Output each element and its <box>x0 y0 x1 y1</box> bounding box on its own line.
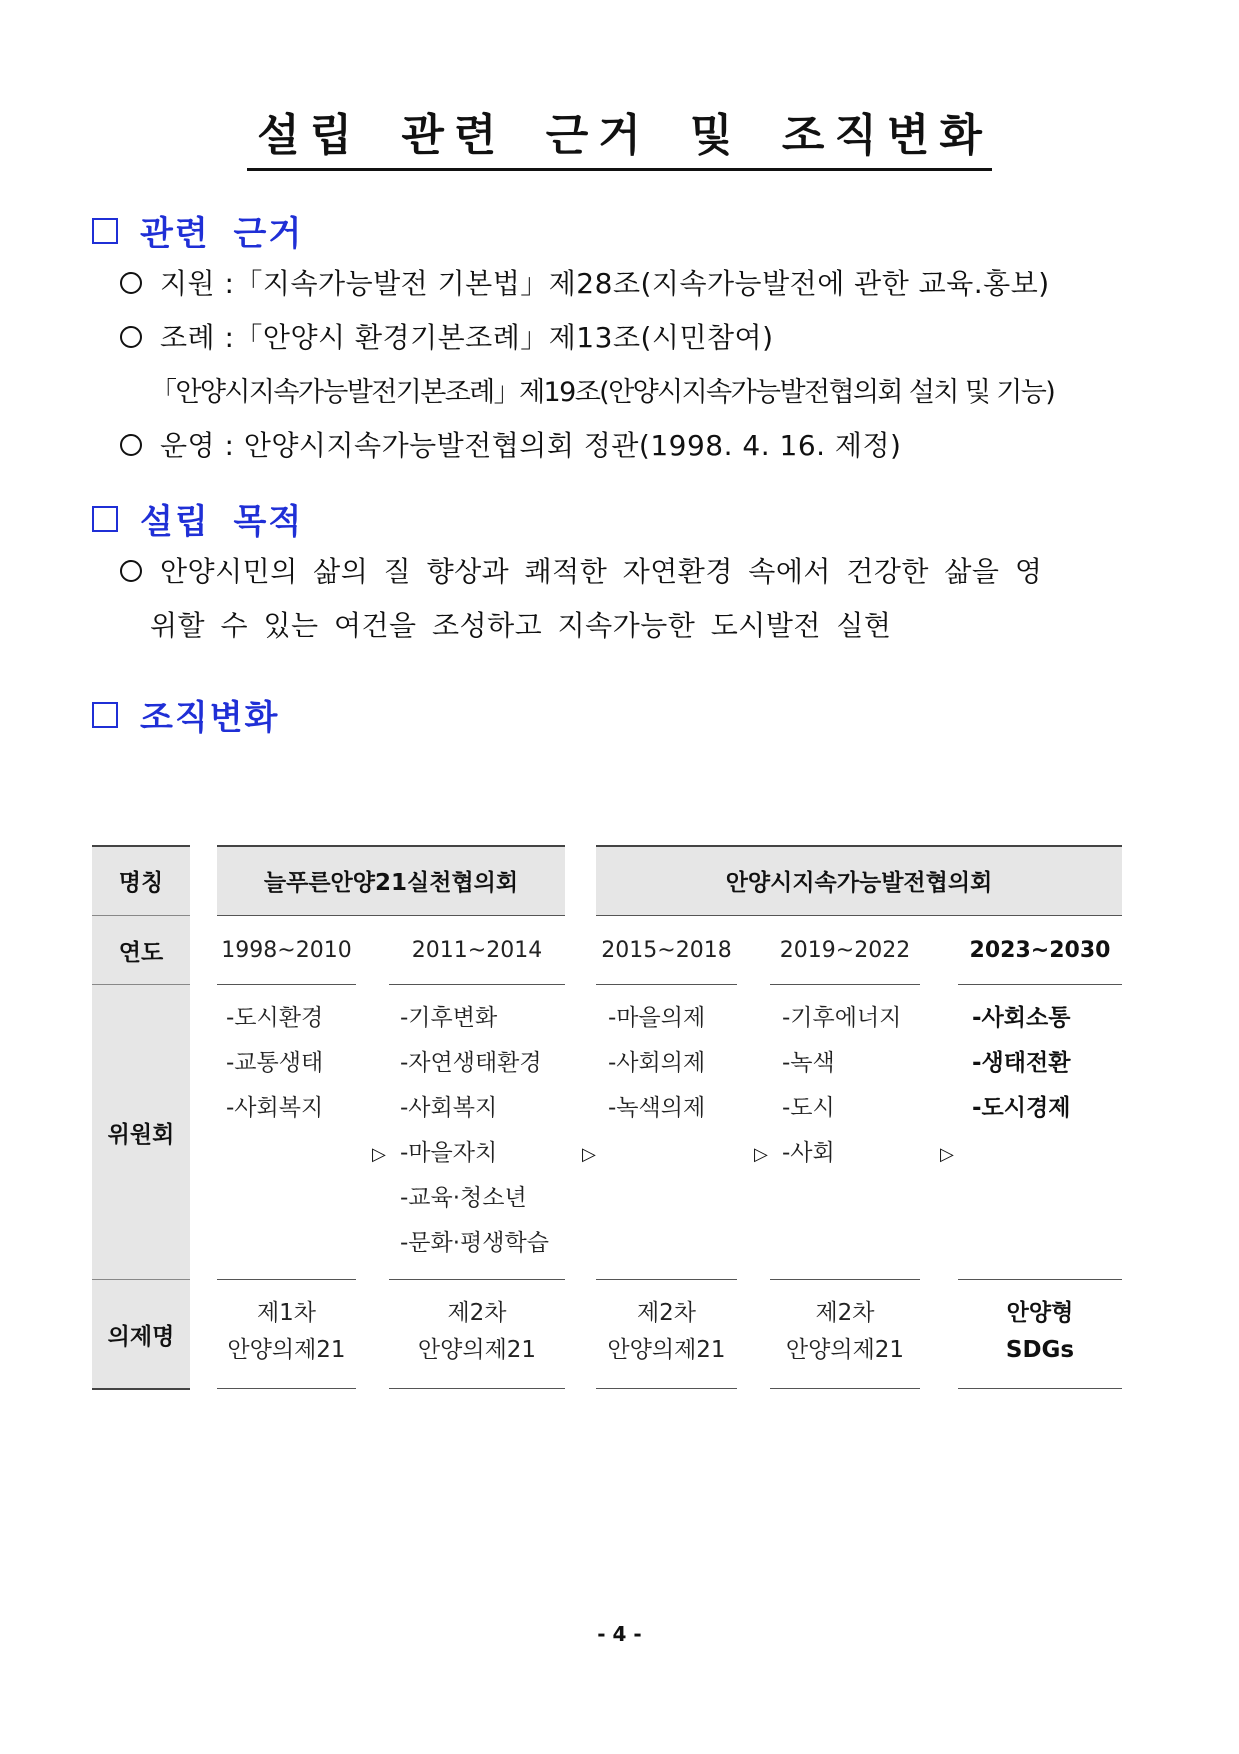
row-label-agenda-text: 의제명 <box>107 1323 175 1350</box>
table-border <box>596 984 737 985</box>
row-label-committee <box>92 985 190 1279</box>
purpose-text-2: 위할 수 있는 여건을 조성하고 지속가능한 도시발전 실현 <box>150 609 892 642</box>
basis-ordinance-text: 조례 :「안양시 환경기본조례」제13조(시민참여) <box>160 321 774 354</box>
circle-bullet-icon <box>120 272 142 294</box>
basis-ordinance2-text: 「안양시지속가능발전기본조례」제19조(안양시지속가능발전협의회 설치 및 기능) <box>150 377 1055 408</box>
page-title-text: 설립 관련 근거 및 조직변화 <box>247 108 992 171</box>
table-border <box>217 845 565 847</box>
section-org-title: 조직변화 <box>140 698 280 738</box>
table-border <box>389 1279 565 1280</box>
row-label-committee-text: 위원회 <box>107 1121 175 1148</box>
agenda-line: 안양의제21 <box>607 1337 726 1363</box>
row-label-agenda <box>92 1280 190 1388</box>
committee-item: -녹색의제 <box>608 1095 706 1121</box>
org-name-2 <box>596 846 1122 915</box>
period-text: 2015~2018 <box>601 937 732 963</box>
row-label-name-text: 명칭 <box>118 870 164 896</box>
table-border <box>217 1279 356 1280</box>
circle-bullet-icon <box>120 434 142 456</box>
committee-item: -문화·평생학습 <box>400 1230 549 1256</box>
page-title <box>0 108 1239 171</box>
table-border <box>92 845 190 847</box>
committee-item: -기후변화 <box>400 1005 498 1031</box>
agenda-cell <box>217 1295 356 1369</box>
table-border <box>92 915 190 916</box>
committee-item: -생태전환 <box>972 1050 1071 1076</box>
agenda-line: 제2차 <box>815 1300 875 1326</box>
agenda-line: 안양의제21 <box>417 1337 537 1363</box>
section-basis-heading <box>92 206 303 255</box>
agenda-cell <box>770 1295 920 1369</box>
agenda-line: 안양의제21 <box>227 1337 346 1363</box>
basis-operation-text: 운영 : 안양시지속가능발전협의회 정관(1998. 4. 16. 제정) <box>160 429 902 462</box>
row-label-year-text: 연도 <box>118 939 164 966</box>
committee-item: -사회소통 <box>972 1005 1071 1031</box>
agenda-line: 안양형 <box>1006 1300 1074 1326</box>
agenda-line: 제2차 <box>447 1300 507 1326</box>
table-border <box>958 984 1122 985</box>
period-cell <box>770 916 920 984</box>
row-label-name <box>92 846 190 915</box>
table-border <box>596 1279 737 1280</box>
next-arrow-icon: ▷ <box>940 1144 954 1165</box>
period-cell <box>217 916 356 984</box>
committee-item: -도시 <box>782 1095 835 1121</box>
table-border <box>217 1388 356 1389</box>
table-border <box>92 984 190 985</box>
basis-ordinance2-line <box>150 370 1054 409</box>
table-border <box>92 1279 190 1280</box>
agenda-line: 안양의제21 <box>785 1337 905 1363</box>
square-bullet-icon <box>92 702 118 728</box>
committee-item: -도시경제 <box>972 1095 1071 1121</box>
table-border <box>389 984 565 985</box>
committee-item: -도시환경 <box>226 1005 324 1031</box>
table-border <box>92 1388 190 1390</box>
period-text: 1998~2010 <box>221 937 352 963</box>
committee-list-5 <box>972 996 1070 1131</box>
table-border <box>770 1388 920 1389</box>
committee-list-3 <box>608 996 705 1131</box>
agenda-cell <box>596 1295 737 1369</box>
period-cell <box>596 916 737 984</box>
circle-bullet-icon <box>120 326 142 348</box>
period-text: 2011~2014 <box>411 937 543 963</box>
committee-item: -교육·청소년 <box>400 1185 527 1211</box>
committee-list-1 <box>226 996 323 1131</box>
period-cell <box>389 916 565 984</box>
period-cell-current <box>958 916 1122 984</box>
org-name-1-text: 늘푸른안양21실천협의회 <box>263 870 519 896</box>
agenda-cell-current <box>958 1295 1122 1369</box>
committee-item: -사회 <box>782 1140 835 1166</box>
committee-item: -녹색 <box>782 1050 835 1076</box>
agenda-line: SDGs <box>1005 1337 1075 1363</box>
committee-item: -사회의제 <box>608 1050 706 1076</box>
circle-bullet-icon <box>120 560 142 582</box>
committee-item: -자연생태환경 <box>400 1050 542 1076</box>
committee-item: -마을의제 <box>608 1005 706 1031</box>
table-border <box>596 1388 737 1389</box>
next-arrow-icon: ▷ <box>372 1144 386 1165</box>
section-purpose-heading <box>92 494 303 543</box>
section-org-heading <box>92 690 279 739</box>
purpose-line-1 <box>120 550 1042 590</box>
org-name-1 <box>217 846 565 915</box>
committee-item: -사회복지 <box>400 1095 498 1121</box>
square-bullet-icon <box>92 218 118 244</box>
next-arrow-icon: ▷ <box>754 1144 768 1165</box>
section-purpose-title: 설립 목적 <box>140 502 304 542</box>
table-border <box>389 1388 565 1389</box>
basis-support-line <box>120 262 1050 302</box>
basis-operation-line <box>120 424 901 464</box>
period-text: 2019~2022 <box>779 937 911 963</box>
basis-support-text: 지원 :「지속가능발전 기본법」제28조(지속가능발전에 관한 교육.홍보) <box>160 267 1050 300</box>
table-border <box>770 1279 920 1280</box>
square-bullet-icon <box>92 506 118 532</box>
table-border <box>958 1388 1122 1389</box>
committee-item: -마을자치 <box>400 1140 498 1166</box>
agenda-cell <box>389 1295 565 1369</box>
agenda-line: 제2차 <box>636 1300 697 1326</box>
basis-ordinance-line <box>120 316 774 356</box>
section-basis-title: 관련 근거 <box>140 214 304 254</box>
row-label-year <box>92 916 190 984</box>
agenda-line: 제1차 <box>256 1300 317 1326</box>
purpose-text-1: 안양시민의 삶의 질 향상과 쾌적한 자연환경 속에서 건강한 삶을 영 <box>160 555 1043 588</box>
committee-list-4 <box>782 996 901 1176</box>
committee-item: -사회복지 <box>226 1095 324 1121</box>
table-border <box>217 984 356 985</box>
period-text: 2023~2030 <box>969 937 1111 963</box>
page-number: - 4 - <box>597 1622 642 1646</box>
purpose-line-2 <box>150 604 891 644</box>
table-border <box>958 1279 1122 1280</box>
committee-item: -기후에너지 <box>782 1005 902 1031</box>
committee-list-2 <box>400 996 549 1266</box>
org-name-2-text: 안양시지속가능발전협의회 <box>725 870 993 896</box>
next-arrow-icon: ▷ <box>582 1144 596 1165</box>
table-border <box>596 845 1122 847</box>
committee-item: -교통생태 <box>226 1050 324 1076</box>
table-border <box>770 984 920 985</box>
